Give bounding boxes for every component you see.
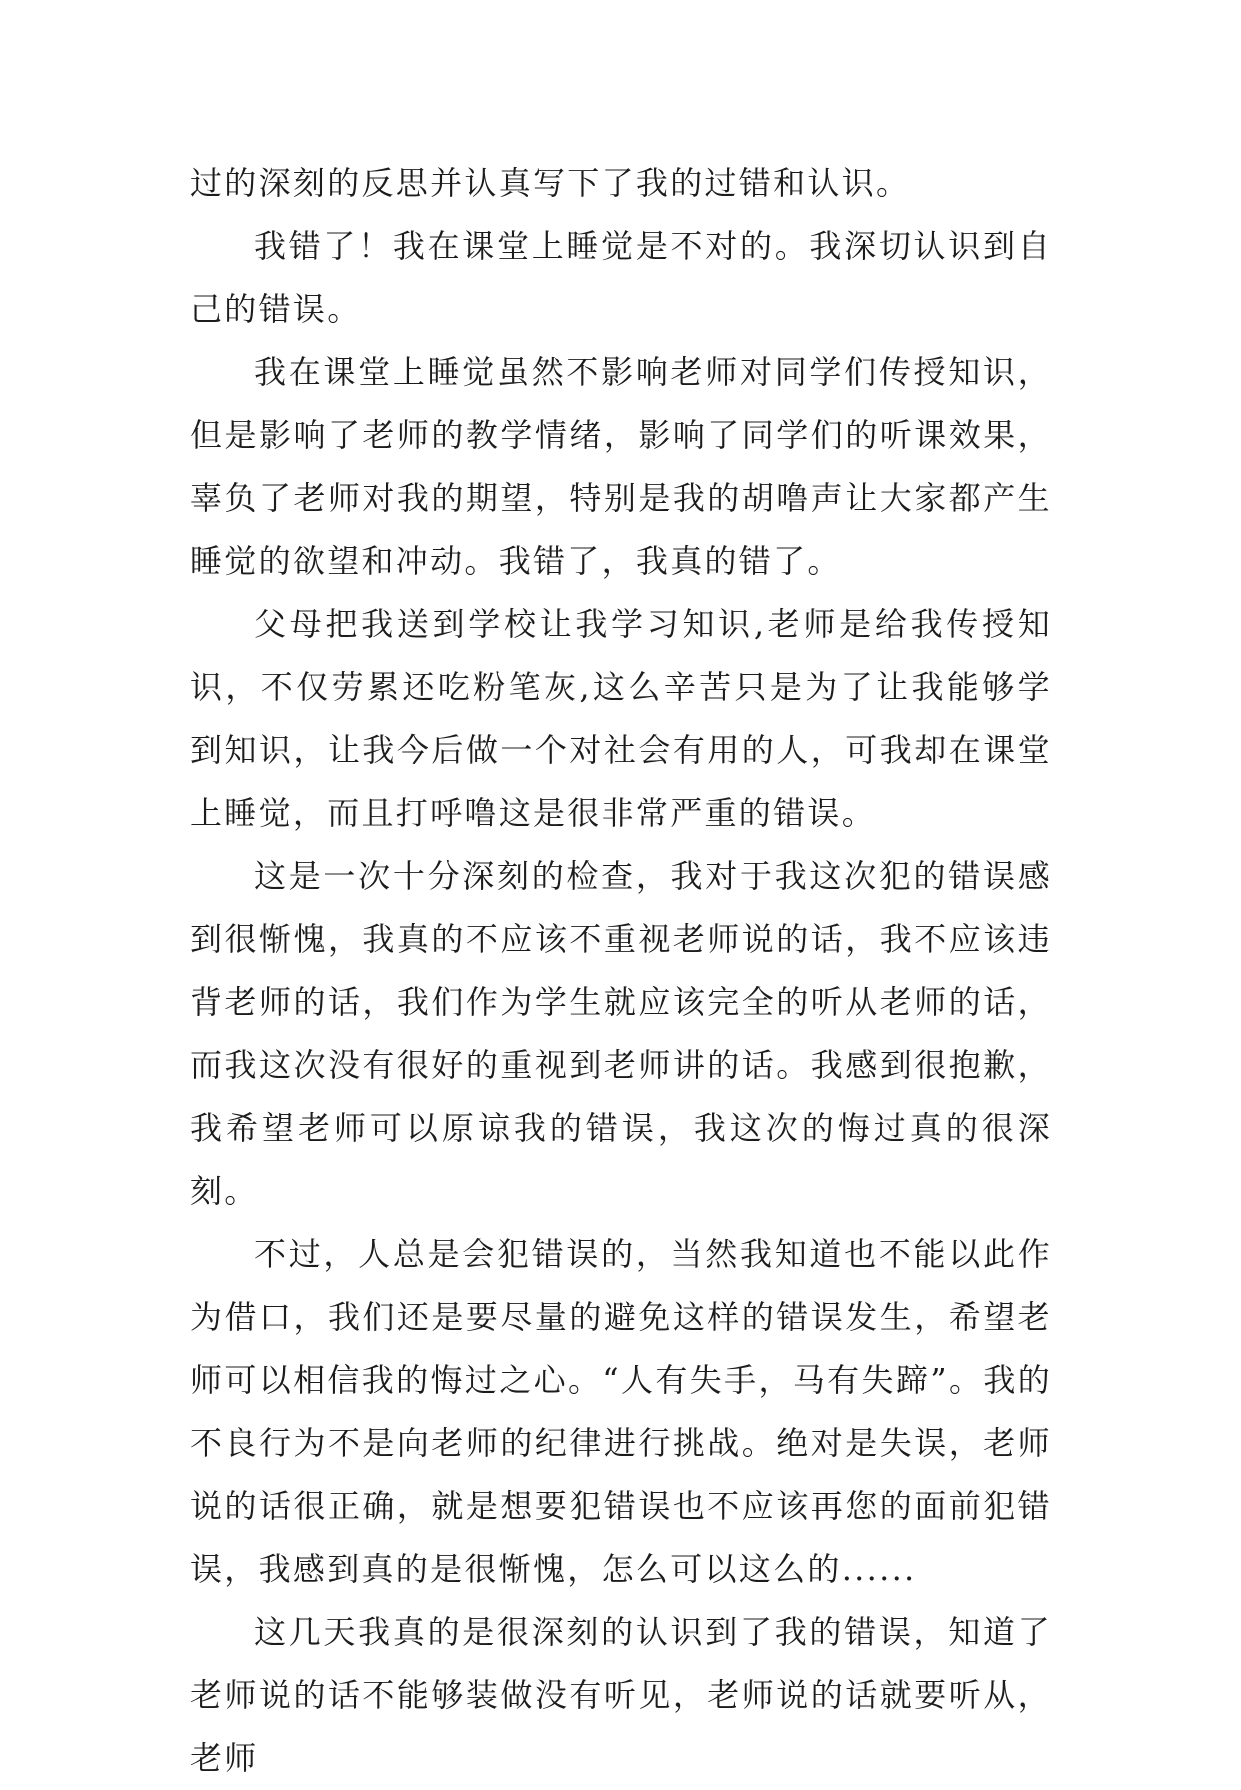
paragraph-1: 过的深刻的反思并认真写下了我的过错和认识。 — [190, 164, 911, 202]
paragraph-5: 这是一次十分深刻的检查，我对于我这次犯的错误感到很惭愧，我真的不应该不重视老师说的话，我不应该违背老师的话，我们作为学生就应该完全的听从老师的话，而我这次没有很好的重视到老师讲的话。我感到很抱歉，我希望老师可以原谅我的错误，我这次的悔过真的很深刻。 — [190, 857, 1052, 1210]
paragraph-7: 这几天我真的是很深刻的认识到了我的错误，知道了老师说的话不能够装做没有听见，老师说的话就要听从，老师 — [190, 1613, 1052, 1777]
paragraph-2: 我错了！我在课堂上睡觉是不对的。我深切认识到自己的错误。 — [190, 227, 1052, 328]
paragraph-3: 我在课堂上睡觉虽然不影响老师对同学们传授知识，但是影响了老师的教学情绪，影响了同学们的听课效果，辜负了老师对我的期望，特别是我的胡噜声让大家都产生睡觉的欲望和冲动。我错了，我真的错了。 — [190, 353, 1052, 580]
paragraph-4: 父母把我送到学校让我学习知识,老师是给我传授知识，不仅劳累还吃粉笔灰,这么辛苦只是为了让我能够学到知识，让我今后做一个对社会有用的人，可我却在课堂上睡觉，而且打呼噜这是很非常严重的错误。 — [190, 605, 1052, 832]
paragraph-6: 不过，人总是会犯错误的，当然我知道也不能以此作为借口，我们还是要尽量的避免这样的错误发生，希望老师可以相信我的悔过之心。“人有失手，马有失蹄”。我的不良行为不是向老师的纪律进行挑战。绝对是失误，老师说的话很正确，就是想要犯错误也不应该再您的面前犯错误，我感到真的是很惭愧，怎么可以这么的...... — [190, 1235, 1052, 1588]
document-body — [190, 152, 1052, 1790]
